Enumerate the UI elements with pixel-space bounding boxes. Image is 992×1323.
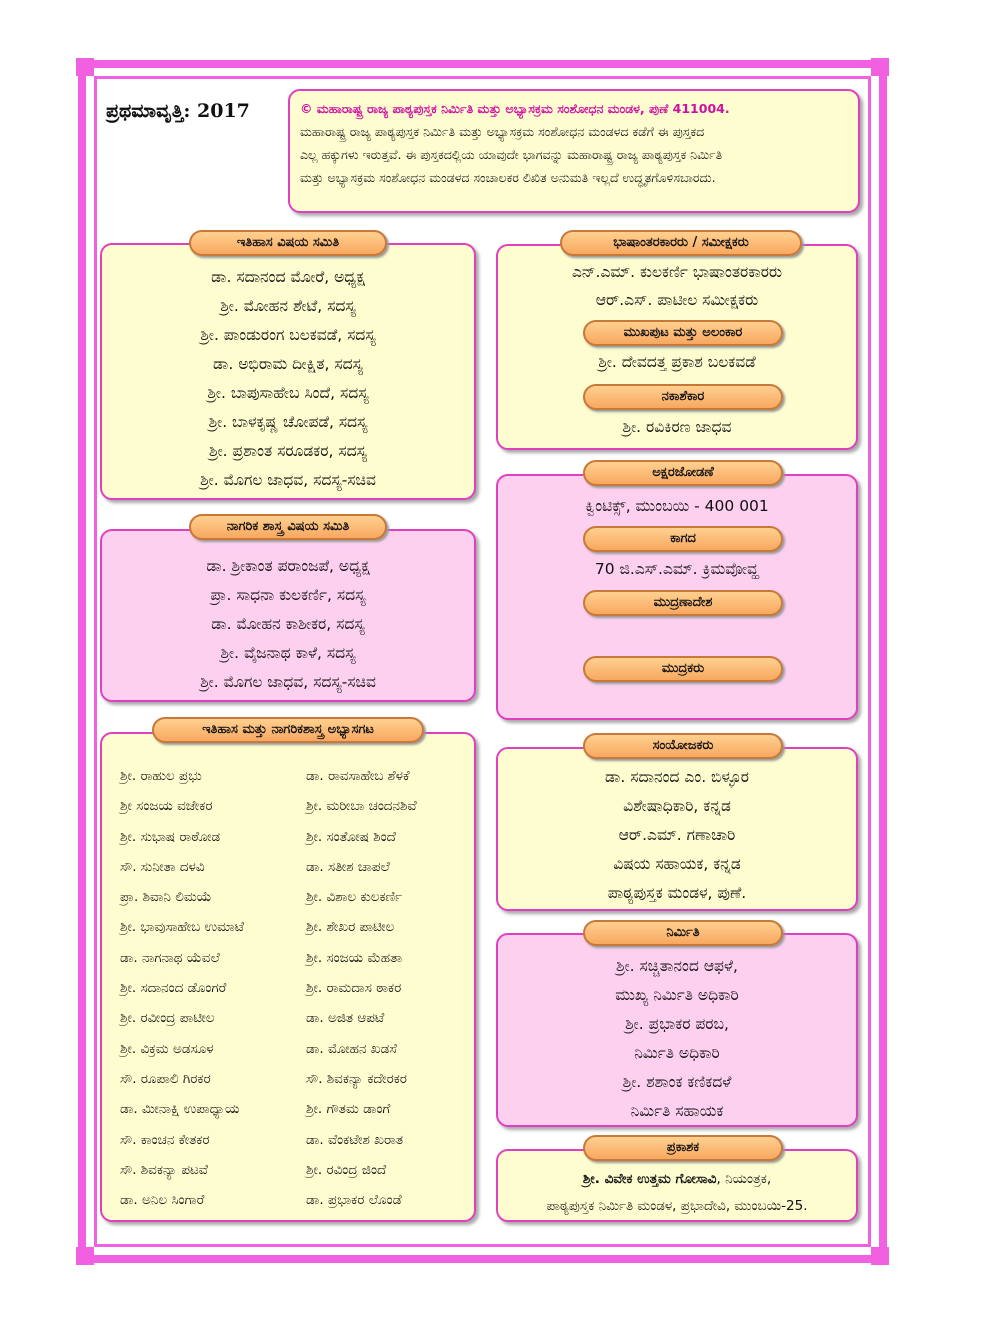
- list-item: ಶ್ರೀ. ಮರೀಬಾ ಚಂದನಶಿವೆ: [306, 798, 417, 815]
- publisher-address: ಪಾಠ್ಯಪುಸ್ತಕ ನಿರ್ಮಿತಿ ಮಂಡಳ, ಪ್ರಭಾದೇವಿ, ಮುಂಬಯಿ-25.: [546, 1198, 808, 1214]
- coordinator-line: ವಿಶೇಷಾಧಿಕಾರಿ, ಕನ್ನಡ: [623, 797, 731, 815]
- copyright-box: [288, 89, 860, 213]
- member-line: ಡಾ. ಅಭಿರಾಮ ದೀಕ್ಷಿತ, ಸದಸ್ಯ: [213, 355, 363, 373]
- list-item: ಪ್ರಾ. ಶಿವಾನಿ ಲಿಮಯೆ: [120, 889, 212, 906]
- member-line: ಡಾ. ಶ್ರೀಕಾಂತ ಪರಾಂಜಪೆ, ಅಧ್ಯಕ್ಷ: [206, 557, 370, 575]
- cartographer-name-row: [496, 413, 858, 442]
- copyright-line: ಮತ್ತು ಅಭ್ಯಾಸಕ್ರಮ ಸಂಶೋಧನ ಮಂಡಳದ ಸಂಚಾಲಕರ ಲಿಖಿತ ಅನುಮತಿ ಇಲ್ಲದೆ ಉದ್ಧೃತಗೊಳಿಸಬಾರದು.: [300, 170, 716, 185]
- member-line: ಶ್ರೀ. ಬಾಪುಸಾಹೇಬ ಸಿಂದೆ, ಸದಸ್ಯ: [207, 384, 369, 402]
- member-line: ಶ್ರೀ. ಮೊಗಲ ಜಾಧವ, ಸದಸ್ಯ-ಸಚಿವ: [200, 673, 376, 691]
- member-line: ಡಾ. ಸದಾನಂದ ಮೋರೆ, ಅಧ್ಯಕ್ಷ: [211, 268, 365, 286]
- cartographer-name: ಶ್ರೀ. ರವಿಕಿರಣ ಜಾಧವ: [622, 418, 732, 436]
- printer-title: ಮುದ್ರಕರು: [583, 656, 783, 682]
- list-item: ಸೌ. ಶಿವಕನ್ಯಾ ಪಟವೆ: [120, 1161, 209, 1178]
- translators-title: ಭಾಷಾಂತರಕಾರರು / ಸಮೀಕ್ಷಕರು: [560, 230, 802, 256]
- civics-committee-members: [100, 552, 476, 697]
- reviewer-line: ಆರ್.ಎಸ್. ಪಾಟೀಲ ಸಮೀಕ್ಷಕರು: [595, 291, 759, 309]
- print-order-title: ಮುದ್ರಣಾದೇಶ: [583, 590, 783, 616]
- copyright-title: © ಮಹಾರಾಷ್ಟ್ರ ರಾಜ್ಯ ಪಾಠ್ಯಪುಸ್ತಕ ನಿರ್ಮಿತಿ ಮತ್ತು ಅಭ್ಯಾಸಕ್ರಮ ಸಂಶೋಧನ ಮಂಡಳ, ಪುಣೆ 411004.: [300, 101, 730, 116]
- publisher-name: ಶ್ರೀ. ವಿವೇಕ ಉತ್ತಮ ಗೋಸಾವಿ: [582, 1171, 717, 1187]
- production-line: ನಿರ್ಮಿತಿ ಸಹಾಯಕ: [630, 1102, 724, 1120]
- publisher-role: , ನಿಯಂತ್ರಕ,: [716, 1171, 772, 1187]
- cover-design-name: ಶ್ರೀ. ದೇವದತ್ತ ಪ್ರಕಾಶ ಬಲಕವಡೆ: [598, 353, 756, 371]
- production-line: ಶ್ರೀ. ಸಚ್ಚಿತಾನಂದ ಆಫಳೆ,: [616, 957, 738, 975]
- member-line: ಶ್ರೀ. ಮೊಗಲ ಜಾಧವ, ಸದಸ್ಯ-ಸಚಿವ: [200, 471, 376, 489]
- list-item: ಶ್ರೀ. ರಾಮದಾಸ ಠಾಕರ: [306, 980, 402, 997]
- translator-line: ಎನ್.ಎಮ್. ಕುಲಕರ್ಣಿ ಭಾಷಾಂತರಕಾರರು: [571, 263, 783, 281]
- list-item: ಡಾ. ಮೀನಾಕ್ಷಿ ಉಪಾಧ್ಯಾಯ: [120, 1101, 240, 1118]
- study-group-right-column: [306, 761, 471, 1215]
- list-item: ಸೌ. ರೂಪಾಲಿ ಗಿರಕರ: [120, 1070, 211, 1087]
- member-line: ಶ್ರೀ. ಬಾಳಕೃಷ್ಣ ಚೋಪಡೆ, ಸದಸ್ಯ: [208, 413, 368, 431]
- coordinators-title: ಸಂಯೋಜಕರು: [583, 733, 783, 759]
- list-item: ಸೌ. ಕಾಂಚನ ಕೇತಕರ: [120, 1131, 210, 1148]
- coordinator-line: ಆರ್.ಎಮ್. ಗಣಾಚಾರಿ: [618, 826, 736, 844]
- cover-design-name-row: [496, 348, 858, 377]
- member-line: ಶ್ರೀ. ಮೋಹನ ಶೇಟೆ, ಸದಸ್ಯ: [220, 297, 356, 315]
- production-title: ನಿರ್ಮಿತಿ: [583, 920, 783, 946]
- corner-ornament: [76, 1247, 94, 1265]
- corner-ornament: [871, 1247, 889, 1265]
- list-item: ಶ್ರೀ. ರಾಹುಲ ಪ್ರಭು: [120, 768, 202, 784]
- list-item: ಶ್ರೀ. ಭಾವುಸಾಹೇಬ ಉಮಾಟೆ: [120, 919, 245, 936]
- list-item: ಡಾ. ವೆಂಕಟೇಶ ಖರಾತ: [306, 1131, 404, 1148]
- paper-line: 70 ಜಿ.ಎಸ್.ಎಮ್. ಕ್ರಿಮವೋವ್ಹ: [594, 560, 760, 578]
- corner-ornament: [76, 58, 94, 76]
- typesetting-line: ಕ್ವಿಂಟಿಕ್ಸ್, ಮುಂಬಯಿ - 400 001: [585, 497, 769, 515]
- production-line: ಶ್ರೀ. ಪ್ರಭಾಕರ ಪರಬ,: [625, 1015, 729, 1033]
- list-item: ಡಾ. ಸತೀಶ ಚಾಪಲೆ: [306, 858, 390, 875]
- paper-line-row: [496, 555, 858, 584]
- civics-committee-title: ನಾಗರಿಕ ಶಾಸ್ತ್ರ ವಿಷಯ ಸಮಿತಿ: [189, 514, 387, 540]
- study-group-left-column: [120, 761, 300, 1215]
- list-item: ಸೌ. ಶಿವಕನ್ಯಾ ಕದೇರಕರ: [306, 1070, 407, 1087]
- member-line: ಡಾ. ಮೋಹನ ಕಾಶೀಕರ, ಸದಸ್ಯ: [211, 615, 365, 633]
- study-group-title: ಇತಿಹಾಸ ಮತ್ತು ನಾಗರಿಕಶಾಸ್ತ್ರ ಅಭ್ಯಾಸಗಟ: [152, 717, 424, 743]
- list-item: ಡಾ. ಅನಿಲ ಸಿಂಗಾರೆ: [120, 1192, 205, 1209]
- copyright-line: ಮಹಾರಾಷ್ಟ್ರ ರಾಜ್ಯ ಪಾಠ್ಯಪುಸ್ತಕ ನಿರ್ಮಿತಿ ಮತ್ತು ಅಭ್ಯಾಸಕ್ರಮ ಸಂಶೋಧನ ಮಂಡಳದ ಕಡೆಗೆ ಈ ಪುಸ್ತಕದ: [300, 124, 705, 139]
- list-item: ಶ್ರೀ. ಶೇಖರ ಪಾಟೀಲ: [306, 919, 395, 936]
- list-item: ಡಾ. ಮೋಹನ ಖಡಸೆ: [306, 1040, 397, 1057]
- list-item: ಶ್ರೀ. ಸುಭಾಷ ರಾಠೋಡ: [120, 828, 221, 845]
- list-item: ಸೌ. ಸುನೀತಾ ದಳವಿ: [120, 858, 205, 875]
- list-item: ಡಾ. ಪ್ರಭಾಕರ ಲೊಂಡೆ: [306, 1192, 402, 1209]
- production-line: ನಿರ್ಮಿತಿ ಅಧಿಕಾರಿ: [634, 1044, 720, 1062]
- member-line: ಶ್ರೀ. ವೈಜನಾಥ ಕಾಳೆ, ಸದಸ್ಯ: [220, 644, 356, 662]
- cover-design-title: ಮುಖಪುಟ ಮತ್ತು ಅಲಂಕಾರ: [583, 320, 783, 346]
- publisher-title: ಪ್ರಕಾಶಕ: [583, 1135, 783, 1161]
- typesetting-title: ಅಕ್ಷರಜೋಡಣೆ: [583, 460, 783, 486]
- history-committee-title: ಇತಿಹಾಸ ವಿಷಯ ಸಮಿತಿ: [189, 230, 387, 256]
- corner-ornament: [871, 58, 889, 76]
- copyright-line: ಎಲ್ಲ ಹಕ್ಕುಗಳು ಇರುತ್ತವೆ. ಈ ಪುಸ್ತಕದಲ್ಲಿಯ ಯಾವುದೇ ಭಾಗವನ್ನು ಮಹಾರಾಷ್ಟ್ರ ರಾಜ್ಯ ಪಾಠ್ಯಪುಸ್ತಕ ನಿರ್ಮಿತಿ: [300, 147, 723, 162]
- coordinator-line: ವಿಷಯ ಸಹಾಯಕ, ಕನ್ನಡ: [613, 855, 741, 873]
- list-item: ಶ್ರೀ. ಸದಾನಂದ ಡೊಂಗರೆ: [120, 980, 227, 997]
- coordinator-line: ಪಾಠ್ಯಪುಸ್ತಕ ಮಂಡಳ, ಪುಣೆ.: [607, 884, 747, 902]
- translators-lines: [496, 258, 858, 314]
- history-committee-members: [100, 263, 476, 495]
- list-item: ಶ್ರೀ ಸಂಜಯ ವಜೇಕರ: [120, 798, 213, 815]
- production-line: ಶ್ರೀ. ಶಶಾಂಕ ಕಣಿಕದಳೆ: [622, 1073, 732, 1091]
- list-item: ಶ್ರೀ. ವಿಕ್ರಮ ಅಡಸೂಳ: [120, 1040, 214, 1057]
- list-item: ಶ್ರೀ. ವಿಶಾಲ ಕುಲಕರ್ಣಿ: [306, 889, 403, 906]
- list-item: ಡಾ. ಅಜಿತ ಆಪಟೆ: [306, 1010, 385, 1027]
- list-item: ಶ್ರೀ. ಸಂತೋಷ ಶಿಂದೆ: [306, 828, 396, 845]
- member-line: ಪ್ರಾ. ಸಾಧನಾ ಕುಲಕರ್ಣಿ, ಸದಸ್ಯ: [210, 586, 366, 604]
- list-item: ಶ್ರೀ. ರವೀಂದ್ರ ಪಾಟೀಲ: [120, 1010, 215, 1027]
- production-lines: [496, 952, 858, 1126]
- publisher-text: [496, 1166, 858, 1220]
- paper-title: ಕಾಗದ: [583, 526, 783, 552]
- list-item: ಡಾ. ನಾಗನಾಥ ಯೆವಲೆ: [120, 949, 220, 966]
- member-line: ಶ್ರೀ. ಪ್ರಶಾಂತ ಸರೂಡಕರ, ಸದಸ್ಯ: [209, 442, 367, 460]
- typesetting-line-row: [496, 492, 858, 521]
- list-item: ಶ್ರೀ. ಗೌತಮ ಡಾಂಗೆ: [306, 1101, 391, 1118]
- edition-label: ಪ್ರಥಮಾವೃತ್ತಿ: 2017: [106, 100, 250, 122]
- list-item: ಶ್ರೀ. ಸಂಜಯ ಮೆಹತಾ: [306, 949, 403, 966]
- list-item: ಡಾ. ರಾವಸಾಹೇಬ ಶೆಳಕೆ: [306, 768, 410, 784]
- cartographer-title: ನಕಾಶೆಕಾರ: [583, 384, 783, 410]
- list-item: ಶ್ರೀ. ರವಿಂದ್ರ ಜಿಂದೆ: [306, 1161, 387, 1178]
- coordinator-line: ಡಾ. ಸದಾನಂದ ಎಂ. ಬಿಳ್ಳೂರ: [605, 768, 749, 786]
- coordinators-lines: [496, 763, 858, 908]
- member-line: ಶ್ರೀ. ಪಾಂಡುರಂಗ ಬಲಕವಡೆ, ಸದಸ್ಯ: [200, 326, 376, 344]
- production-line: ಮುಖ್ಯ ನಿರ್ಮಿತಿ ಅಧಿಕಾರಿ: [615, 986, 739, 1004]
